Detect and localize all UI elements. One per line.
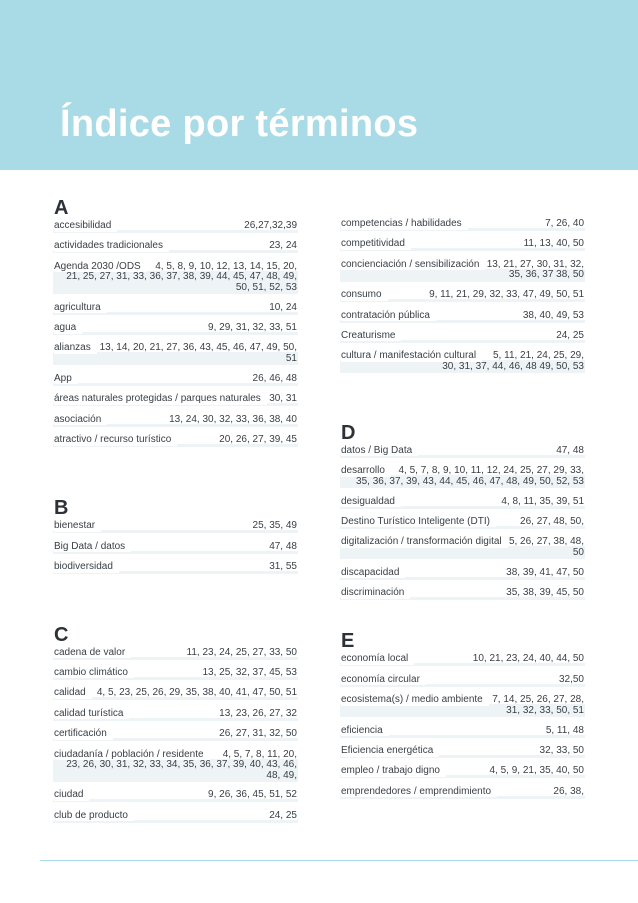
index-entry: [53, 302, 298, 315]
index-pages: 47, 48: [269, 540, 297, 552]
index-pages: 9, 11, 21, 29, 32, 33, 47, 49, 50, 51: [429, 289, 584, 301]
index-term: discapacidad: [341, 568, 405, 579]
index-term: economía local: [341, 654, 414, 665]
index-pages: 38, 39, 41, 47, 50: [506, 566, 584, 578]
index-term: bienestar: [54, 521, 101, 532]
index-entry: [340, 218, 585, 231]
index-term: ciudadanía / población / residente: [54, 750, 210, 761]
index-term: Big Data / datos: [54, 542, 131, 553]
index-term: competitividad: [341, 239, 411, 250]
index-pages: 9, 26, 36, 45, 51, 52: [208, 789, 297, 801]
index-entry: [53, 434, 298, 447]
index-term: cultura / manifestación cultural: [341, 351, 482, 362]
index-entry: [340, 725, 585, 738]
index-term: discriminación: [341, 588, 410, 599]
index-pages: 32,50: [558, 673, 584, 685]
index-entry: [53, 647, 298, 660]
index-pages: 4, 5, 7, 8, 11, 20, 23, 26, 30, 31, 32, 33, 34, 35, 36, 37, 39, 40, 43, 46, 48, 49,: [66, 748, 297, 781]
section-letter-b: B: [54, 497, 69, 520]
index-term: atractivo / recurso turístico: [54, 435, 177, 446]
index-pages: 9, 29, 31, 32, 33, 51: [208, 322, 297, 334]
index-pages: 10, 21, 23, 24, 40, 44, 50: [472, 653, 584, 665]
index-pages: 5, 11, 21, 24, 25, 29, 30, 31, 37, 44, 46, 48 49, 50, 53: [442, 350, 584, 372]
index-column-left: [53, 196, 298, 830]
index-pages: 13, 14, 20, 21, 27, 36, 43, 45, 46, 47, 49, 50, 51: [99, 342, 297, 364]
index-pages: 26, 38,: [553, 785, 584, 797]
index-term: Destino Turístico Inteligente (DTI): [341, 517, 496, 528]
section-letter-d: D: [341, 421, 356, 444]
index-term: consumo: [341, 290, 388, 301]
index-pages: 26, 46, 48: [252, 372, 297, 384]
header-banner: [0, 0, 638, 170]
index-term: calidad turística: [54, 709, 129, 720]
index-entry: [53, 810, 298, 823]
index-pages: 13, 23, 26, 27, 32: [219, 707, 297, 719]
section-letter-a: A: [54, 197, 69, 219]
index-entry: [340, 745, 585, 758]
section-letter-e: E: [341, 630, 355, 653]
index-entry: [340, 330, 585, 343]
index-pages: 4, 5, 9, 21, 35, 40, 50: [489, 765, 584, 777]
index-entry: [340, 653, 585, 666]
section-e-list: [340, 653, 585, 798]
index-term: Eficiencia energética: [341, 746, 439, 757]
index-term: agricultura: [54, 303, 107, 314]
index-term: digitalización / transformación digital: [341, 537, 508, 548]
index-term: ciudad: [54, 790, 89, 801]
index-term: cadena de valor: [54, 648, 131, 659]
index-entry: [340, 350, 585, 373]
index-entry: [340, 310, 585, 323]
section-letter-c: C: [54, 623, 69, 646]
index-entry: [340, 567, 585, 580]
index-pages: 32, 33, 50: [539, 745, 584, 757]
index-pages: 23, 24: [269, 240, 297, 252]
index-term: ecosistema(s) / medio ambiente: [341, 695, 489, 706]
index-entry: [53, 789, 298, 802]
index-pages: 38, 40, 49, 53: [522, 309, 584, 321]
index-entry: [340, 259, 585, 282]
footer-divider: [40, 860, 638, 861]
index-pages: 5, 11, 48: [545, 724, 584, 736]
index-pages: 4, 5, 23, 25, 26, 29, 35, 38, 40, 41, 47, 50, 51: [96, 687, 297, 699]
index-pages: 20, 26, 27, 39, 45: [219, 434, 297, 446]
index-term: desigualdad: [341, 497, 401, 508]
index-entry: [340, 238, 585, 251]
index-term: desarrollo: [341, 466, 391, 477]
index-entry: [53, 220, 298, 233]
index-entry: [53, 708, 298, 721]
index-entry: [53, 667, 298, 680]
index-entry: [53, 322, 298, 335]
index-pages: 13, 25, 32, 37, 45, 53: [202, 666, 297, 678]
index-column-right: [340, 218, 585, 806]
index-pages: 31, 55: [269, 561, 297, 573]
index-pages: 4, 5, 8, 9, 10, 12, 13, 14, 15, 20, 21, 25, 27, 31, 33, 36, 37, 38, 39, 44, 45, 47, 48, 49, 50, 51, 52, 53: [66, 260, 297, 293]
index-entry: [340, 765, 585, 778]
index-entry: [340, 516, 585, 529]
index-entry: [340, 445, 585, 458]
index-pages: 30, 31: [269, 393, 297, 405]
index-term: biodiversidad: [54, 562, 119, 573]
index-pages: 26,27,32,39: [244, 220, 297, 231]
section-b-list: [53, 520, 298, 574]
index-term: calidad: [54, 688, 92, 699]
section-c-continued-list: [340, 218, 585, 373]
index-pages: 11, 23, 24, 25, 27, 33, 50: [186, 646, 297, 658]
section-a-list: [53, 220, 298, 447]
page-title: Índice por términos: [60, 103, 419, 145]
index-entry: [340, 289, 585, 302]
index-term: economía circular: [341, 675, 426, 686]
index-pages: 25, 35, 49: [252, 520, 297, 532]
index-term: datos / Big Data: [341, 446, 418, 457]
index-term: competencias / habilidades: [341, 219, 468, 230]
index-entry: [53, 373, 298, 386]
section-d-list: [340, 445, 585, 600]
index-entry: [53, 561, 298, 574]
index-pages: 5, 26, 27, 38, 48, 50: [508, 536, 584, 558]
index-pages: 4, 8, 11, 35, 39, 51: [501, 495, 584, 507]
index-pages: 10, 24: [269, 301, 297, 313]
index-term: eficiencia: [341, 726, 389, 737]
index-pages: 4, 5, 7, 8, 9, 10, 11, 12, 24, 25, 27, 29, 33, 35, 36, 37, 39, 43, 44, 45, 46, 47, 48, 49, 50, 52, 53: [356, 465, 584, 487]
index-term: Creaturisme: [341, 331, 401, 342]
index-entry: [53, 687, 298, 700]
index-entry: [53, 414, 298, 427]
index-entry: [53, 393, 298, 406]
index-entry: [340, 536, 585, 559]
index-term: certificación: [54, 729, 113, 740]
index-term: App: [54, 374, 78, 385]
index-term: contratación pública: [341, 311, 436, 322]
index-entry: [340, 465, 585, 488]
index-term: emprendedores / emprendimiento: [341, 787, 497, 798]
index-entry: [340, 674, 585, 687]
index-pages: 7, 26, 40: [545, 218, 584, 229]
index-entry: [340, 786, 585, 799]
index-entry: [53, 541, 298, 554]
index-term: agua: [54, 323, 82, 334]
index-term: concienciación / sensibilización: [341, 260, 485, 271]
index-term: cambio climático: [54, 668, 134, 679]
index-term: actividades tradicionales: [54, 241, 169, 252]
index-term: áreas naturales protegidas / parques naturales: [54, 394, 267, 405]
section-c-list: [53, 647, 298, 823]
index-entry: [53, 240, 298, 253]
index-pages: 7, 14, 25, 26, 27, 28, 31, 32, 33, 50, 51: [492, 694, 584, 716]
index-entry: [53, 342, 298, 365]
index-term: alianzas: [54, 343, 97, 354]
index-term: accesibilidad: [54, 221, 117, 232]
index-entry: [340, 496, 585, 509]
index-term: empleo / trabajo digno: [341, 766, 446, 777]
index-entry: [340, 694, 585, 717]
index-entry: [53, 749, 298, 783]
index-pages: 13, 21, 27, 30, 31, 32, 35, 36, 37 38, 50: [486, 258, 584, 281]
index-entry: [53, 261, 298, 295]
index-entry: [340, 587, 585, 600]
index-term: club de producto: [54, 811, 134, 822]
index-pages: 11, 13, 40, 50: [523, 238, 584, 250]
index-pages: 26, 27, 48, 50,: [520, 515, 584, 527]
index-entry: [53, 520, 298, 533]
index-pages: 24, 25: [556, 329, 584, 341]
index-pages: 24, 25: [269, 809, 297, 821]
index-pages: 47, 48: [556, 444, 584, 456]
index-pages: 35, 38, 39, 45, 50: [506, 587, 584, 599]
index-term: asociación: [54, 415, 107, 426]
index-pages: 13, 24, 30, 32, 33, 36, 38, 40: [169, 413, 297, 425]
index-entry: [53, 728, 298, 741]
index-pages: 26, 27, 31, 32, 50: [219, 728, 297, 740]
index-term: Agenda 2030 /ODS: [54, 262, 147, 273]
